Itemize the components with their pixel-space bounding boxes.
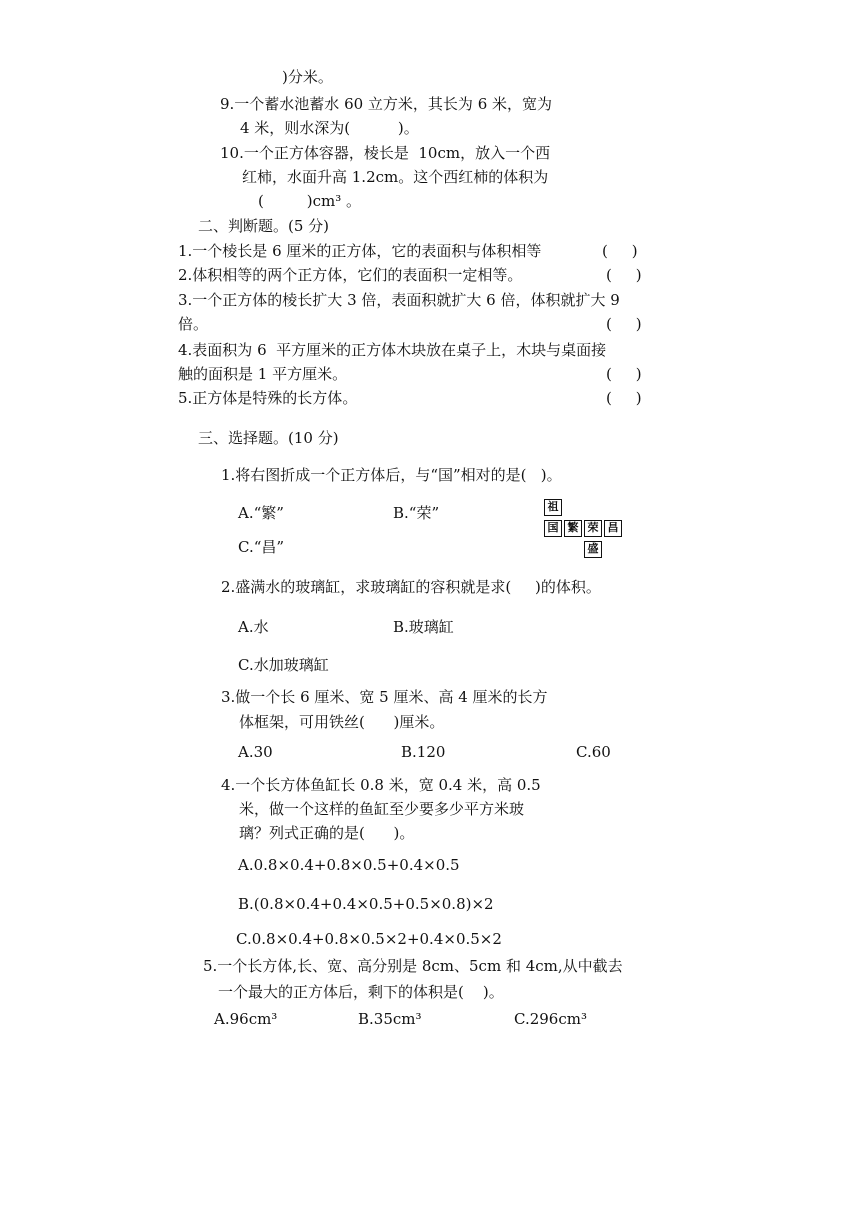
tf-item-4-cont: 触的面积是 1 平方厘米。 — [178, 365, 348, 383]
mc5-line1: 5.一个长方体,长、宽、高分别是 8cm、5cm 和 4cm,从中截去 — [203, 957, 623, 975]
mc2-option-c[interactable]: C.水加玻璃缸 — [238, 656, 329, 674]
tf-answer-2[interactable]: ( ) — [606, 266, 642, 284]
mc5-line2: 一个最大的正方体后，剩下的体积是( )。 — [218, 983, 504, 1001]
mc5-option-a[interactable]: A.96cm³ — [214, 1010, 278, 1028]
tf-item-3: 3.一个正方体的棱长扩大 3 倍，表面积就扩大 6 倍，体积就扩大 9 — [178, 291, 620, 309]
mc1-option-a[interactable]: A.“繁” — [238, 504, 284, 522]
mc3-option-a[interactable]: A.30 — [238, 743, 273, 761]
q9-line2: 4 米，则水深为( )。 — [240, 119, 419, 137]
section3-heading: 三、选择题。(10 分) — [198, 429, 339, 447]
mc5-option-b[interactable]: B.35cm³ — [358, 1010, 422, 1028]
section2-heading: 二、判断题。(5 分) — [198, 217, 330, 235]
tf-item-3-cont: 倍。 — [178, 315, 209, 333]
q10-line1: 10.一个正方体容器，棱长是 10cm，放入一个西 — [220, 144, 551, 162]
tf-item-1: 1.一个棱长是 6 厘米的正方体，它的表面积与体积相等 — [178, 242, 542, 260]
mc3-line2: 体框架，可用铁丝( )厘米。 — [239, 713, 445, 731]
mc4-option-a[interactable]: A.0.8×0.4+0.8×0.5+0.4×0.5 — [238, 856, 460, 874]
mc4-option-b[interactable]: B.(0.8×0.4+0.4×0.5+0.5×0.8)×2 — [238, 895, 494, 913]
net-cell-sheng: 盛 — [584, 541, 602, 558]
mc2-option-b[interactable]: B.玻璃缸 — [393, 618, 454, 636]
mc5-option-c[interactable]: C.296cm³ — [514, 1010, 587, 1028]
mc3-option-b[interactable]: B.120 — [401, 743, 446, 761]
tf-answer-4[interactable]: ( ) — [606, 365, 642, 383]
mc3-option-c[interactable]: C.60 — [576, 743, 611, 761]
tf-answer-1[interactable]: ( ) — [602, 242, 638, 260]
cube-net-figure — [540, 499, 644, 559]
mc1-stem: 1.将右图折成一个正方体后，与“国”相对的是( )。 — [221, 466, 562, 484]
mc4-line1: 4.一个长方体鱼缸长 0.8 米，宽 0.4 米，高 0.5 — [221, 776, 541, 794]
mc4-option-c[interactable]: C.0.8×0.4+0.8×0.5×2+0.4×0.5×2 — [236, 930, 502, 948]
mc2-option-a[interactable]: A.水 — [238, 618, 269, 636]
tf-item-5: 5.正方体是特殊的长方体。 — [178, 389, 358, 407]
net-cell-fan: 繁 — [564, 520, 582, 537]
q8-tail: )分米。 — [282, 68, 333, 86]
mc1-option-b[interactable]: B.“荣” — [393, 504, 440, 522]
net-cell-zu: 祖 — [544, 499, 562, 516]
tf-item-4: 4.表面积为 6 平方厘米的正方体木块放在桌子上，木块与桌面接 — [178, 341, 607, 359]
tf-answer-3[interactable]: ( ) — [606, 315, 642, 333]
tf-item-2: 2.体积相等的两个正方体，它们的表面积一定相等。 — [178, 266, 523, 284]
mc1-option-c[interactable]: C.“昌” — [238, 538, 285, 556]
mc4-line2: 米，做一个这样的鱼缸至少要多少平方米玻 — [239, 800, 525, 818]
q10-line3: ( )cm³ 。 — [258, 192, 362, 210]
net-cell-chang: 昌 — [604, 520, 622, 537]
net-cell-guo: 国 — [544, 520, 562, 537]
net-cell-rong: 荣 — [584, 520, 602, 537]
q9-line1: 9.一个蓄水池蓄水 60 立方米，其长为 6 米，宽为 — [220, 95, 553, 113]
q10-line2: 红柿，水面升高 1.2cm。这个西红柿的体积为 — [242, 168, 549, 186]
tf-answer-5[interactable]: ( ) — [606, 389, 642, 407]
mc4-line3: 璃？列式正确的是( )。 — [239, 824, 415, 842]
mc3-line1: 3.做一个长 6 厘米、宽 5 厘米、高 4 厘米的长方 — [221, 688, 548, 706]
mc2-stem: 2.盛满水的玻璃缸，求玻璃缸的容积就是求( )的体积。 — [221, 578, 601, 596]
